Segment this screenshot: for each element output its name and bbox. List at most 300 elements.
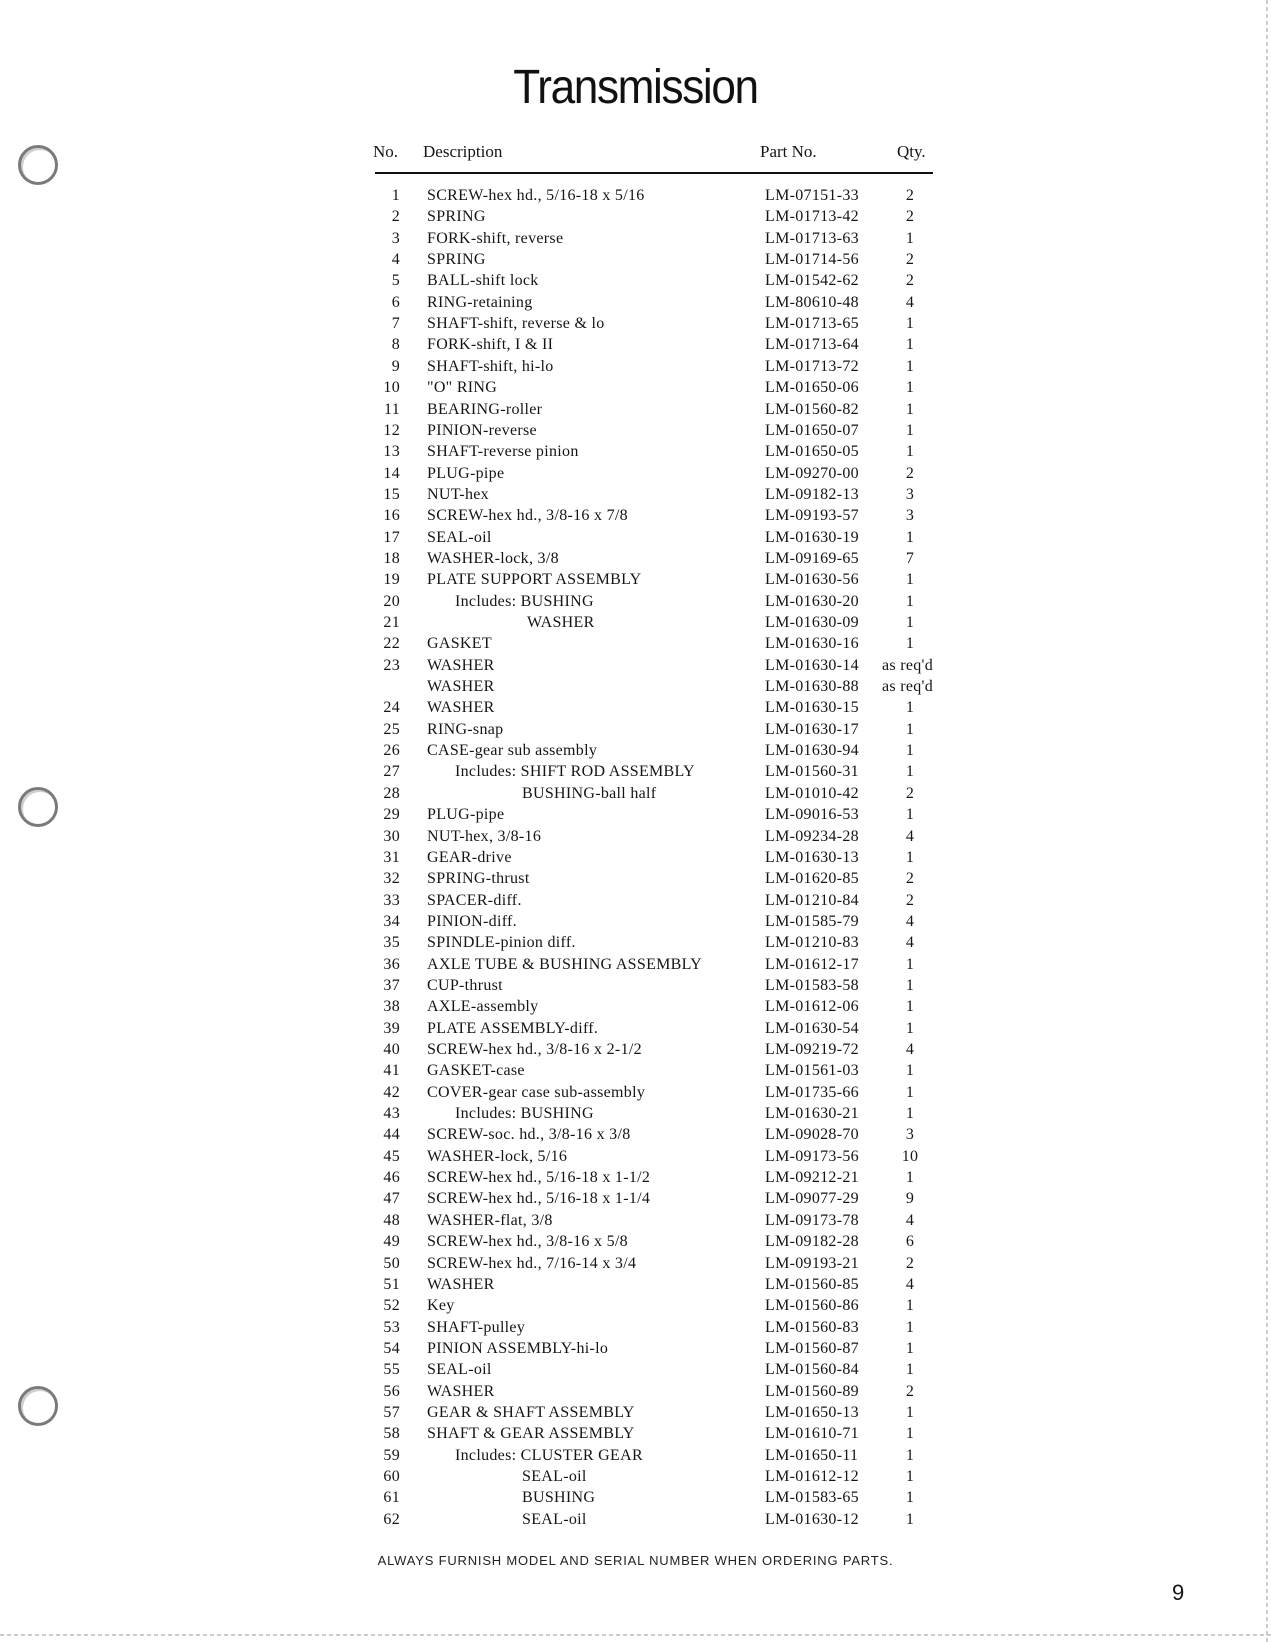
item-quantity: 2 (905, 208, 915, 226)
item-part-number: LM-01542-62 (765, 272, 859, 290)
item-part-number: LM-09182-13 (765, 485, 859, 503)
item-number: 46 (383, 1169, 400, 1187)
item-quantity: 1 (905, 1318, 915, 1336)
table-row (0, 868, 1271, 889)
item-number: 36 (383, 955, 400, 973)
item-quantity: 4 (905, 1041, 915, 1058)
table-row (0, 719, 1271, 740)
item-number: 21 (383, 614, 400, 631)
item-description: WASHER-lock, 5/16 (427, 1147, 568, 1165)
item-number: 52 (383, 1297, 400, 1315)
item-description: PLUG-pipe (427, 464, 505, 482)
item-description: PLUG-pipe (427, 806, 505, 824)
item-number: 38 (383, 998, 400, 1016)
item-description: WASHER (427, 678, 495, 696)
item-number: 49 (383, 1233, 400, 1251)
item-part-number: LM-01560-87 (765, 1339, 859, 1357)
item-part-number: LM-01630-21 (765, 1105, 859, 1123)
table-row (0, 569, 1271, 590)
item-description: BUSHING (522, 1489, 596, 1507)
table-row (0, 804, 1271, 825)
item-number: 4 (391, 251, 400, 269)
item-description: SHAFT-shift, hi-lo (427, 357, 554, 375)
page-number: 9 (1172, 1580, 1185, 1605)
table-row (0, 1317, 1271, 1338)
item-number: 29 (383, 806, 400, 824)
item-quantity: 1 (905, 1361, 915, 1379)
item-number: 9 (391, 357, 400, 375)
item-number: 3 (391, 229, 400, 247)
item-description: FORK-shift, reverse (427, 229, 564, 247)
header-no: No. (373, 142, 399, 161)
item-part-number: LM-01735-66 (765, 1083, 859, 1101)
item-number: 5 (391, 272, 400, 290)
table-row (0, 633, 1271, 654)
item-description: GEAR-drive (427, 848, 512, 866)
item-part-number: LM-09028-70 (765, 1126, 859, 1144)
item-number: 62 (383, 1510, 400, 1528)
item-part-number: LM-01713-72 (765, 357, 859, 375)
item-number: 34 (383, 912, 400, 930)
item-description: SPINDLE-pinion diff. (427, 934, 576, 952)
table-row (0, 1231, 1271, 1252)
item-part-number: LM-01560-89 (765, 1382, 859, 1400)
item-description: SCREW-soc. hd., 3/8-16 x 3/8 (427, 1126, 631, 1144)
item-number: 8 (391, 336, 400, 354)
item-quantity: 1 (905, 976, 915, 994)
table-row (0, 548, 1271, 569)
item-quantity: 6 (905, 1233, 915, 1251)
item-quantity: 2 (905, 870, 915, 888)
header-part-no: Part No. (760, 142, 817, 161)
table-row (0, 612, 1271, 633)
item-number: 39 (383, 1019, 400, 1037)
item-description: SPACER-diff. (427, 891, 522, 909)
item-quantity: 1 (905, 763, 915, 781)
table-row (0, 1210, 1271, 1231)
item-description: BALL-shift lock (427, 272, 539, 290)
item-quantity: 1 (905, 720, 915, 738)
item-description: AXLE-assembly (427, 998, 539, 1016)
item-part-number: LM-01630-13 (765, 848, 859, 866)
item-part-number: LM-01630-16 (765, 635, 859, 653)
item-description: Includes: CLUSTER GEAR (455, 1446, 643, 1464)
item-description: WASHER (427, 656, 495, 674)
item-description: SCREW-hex hd., 3/8-16 x 5/8 (427, 1233, 628, 1251)
table-row (0, 1423, 1271, 1444)
item-number: 33 (383, 891, 400, 909)
item-description: SCREW-hex hd., 3/8-16 x 2-1/2 (427, 1041, 642, 1058)
item-number: 7 (391, 315, 400, 333)
table-row (0, 591, 1271, 612)
item-part-number: LM-01010-42 (765, 784, 859, 802)
item-number: 11 (383, 400, 400, 418)
item-quantity: 1 (905, 998, 915, 1016)
item-quantity: 1 (905, 1297, 915, 1315)
item-part-number: LM-01713-42 (765, 208, 859, 226)
item-part-number: LM-07151-33 (765, 187, 859, 204)
item-part-number: LM-01713-65 (765, 315, 859, 333)
item-description: WASHER (527, 614, 595, 631)
item-quantity: 2 (905, 1254, 915, 1272)
page-edge-bottom (0, 1634, 1271, 1636)
item-description: SCREW-hex hd., 3/8-16 x 7/8 (427, 507, 628, 525)
table-row (0, 1274, 1271, 1295)
item-quantity: 1 (905, 421, 915, 439)
item-number: 54 (383, 1339, 400, 1357)
item-quantity: 1 (905, 614, 915, 631)
table-row (0, 847, 1271, 868)
item-description: SHAFT & GEAR ASSEMBLY (427, 1425, 635, 1443)
table-row (0, 270, 1271, 291)
table-row (0, 655, 1271, 676)
item-part-number: LM-01713-64 (765, 336, 859, 354)
item-number: 17 (383, 528, 400, 546)
item-part-number: LM-01612-06 (765, 998, 859, 1016)
table-row (0, 334, 1271, 355)
table-row (0, 1295, 1271, 1316)
table-row (0, 185, 1271, 206)
item-part-number: LM-09173-56 (765, 1147, 859, 1165)
item-part-number: LM-01560-31 (765, 763, 859, 781)
item-number: 15 (383, 485, 400, 503)
item-quantity: 3 (905, 1126, 915, 1144)
item-part-number: LM-01630-56 (765, 571, 859, 589)
item-description: Includes: BUSHING (455, 1105, 594, 1123)
item-quantity: 1 (905, 699, 915, 717)
item-part-number: LM-01612-12 (765, 1468, 859, 1485)
item-part-number: LM-01561-03 (765, 1062, 859, 1080)
item-quantity: 1 (905, 1425, 915, 1443)
item-quantity: 1 (905, 443, 915, 461)
item-quantity: 1 (905, 336, 915, 354)
ordering-notice: ALWAYS FURNISH MODEL AND SERIAL NUMBER WHEN ORDERING PARTS. (377, 1553, 894, 1568)
item-number: 60 (383, 1468, 400, 1485)
item-quantity: 2 (905, 272, 915, 290)
item-number: 35 (383, 934, 400, 952)
item-description: SEAL-oil (427, 1361, 492, 1379)
item-quantity: 1 (905, 1019, 915, 1037)
table-row (0, 1146, 1271, 1167)
item-number: 59 (383, 1446, 400, 1464)
item-quantity: 1 (905, 1083, 915, 1101)
table-row (0, 697, 1271, 718)
item-number: 41 (383, 1062, 400, 1080)
item-part-number: LM-09169-65 (765, 549, 859, 567)
item-quantity: 1 (905, 1403, 915, 1421)
item-number: 48 (383, 1211, 400, 1229)
item-part-number: LM-09077-29 (765, 1190, 859, 1208)
item-description: GEAR & SHAFT ASSEMBLY (427, 1403, 635, 1421)
item-number: 24 (383, 699, 400, 717)
item-part-number: LM-01583-65 (765, 1489, 859, 1507)
item-part-number: LM-09193-21 (765, 1254, 859, 1272)
item-number: 23 (383, 656, 400, 674)
item-part-number: LM-01630-20 (765, 592, 859, 610)
item-description: SEAL-oil (522, 1468, 587, 1485)
item-quantity: 2 (905, 891, 915, 909)
item-description: BUSHING-ball half (522, 784, 657, 802)
item-quantity: 4 (905, 1275, 915, 1293)
item-part-number: LM-01714-56 (765, 251, 859, 269)
item-description: WASHER-flat, 3/8 (427, 1211, 553, 1229)
item-description: WASHER (427, 699, 495, 717)
item-description: PINION-reverse (427, 421, 537, 439)
item-part-number: LM-09212-21 (765, 1169, 859, 1187)
item-description: BEARING-roller (427, 400, 543, 418)
item-part-number: LM-09234-28 (765, 827, 859, 845)
item-quantity: 1 (905, 592, 915, 610)
table-row (0, 1402, 1271, 1423)
item-description: SEAL-oil (522, 1510, 587, 1528)
item-part-number: LM-01630-09 (765, 614, 859, 631)
table-row (0, 1445, 1271, 1466)
table-row (0, 356, 1271, 377)
item-number: 56 (383, 1382, 400, 1400)
item-number: 1 (391, 187, 400, 204)
item-number: 30 (383, 827, 400, 845)
item-quantity: 4 (905, 934, 915, 952)
item-description: WASHER-lock, 3/8 (427, 549, 559, 567)
table-row (0, 761, 1271, 782)
item-quantity: 9 (905, 1190, 915, 1208)
item-number: 22 (383, 635, 400, 653)
item-quantity: 1 (905, 528, 915, 546)
item-quantity: 1 (905, 315, 915, 333)
table-row (0, 1018, 1271, 1039)
item-quantity: 1 (905, 1489, 915, 1507)
item-part-number: LM-01560-85 (765, 1275, 859, 1293)
item-description: PINION ASSEMBLY-hi-lo (427, 1339, 609, 1357)
item-number: 32 (383, 870, 400, 888)
item-part-number: LM-01620-85 (765, 870, 859, 888)
item-part-number: LM-01630-17 (765, 720, 859, 738)
item-quantity: 1 (905, 400, 915, 418)
item-part-number: LM-01610-71 (765, 1425, 859, 1443)
item-quantity: 1 (905, 357, 915, 375)
item-quantity: 1 (905, 848, 915, 866)
item-description: SEAL-oil (427, 528, 492, 546)
item-number: 43 (383, 1105, 400, 1123)
table-row (0, 377, 1271, 398)
item-description: NUT-hex, 3/8-16 (427, 827, 542, 845)
table-row (0, 1188, 1271, 1209)
item-part-number: LM-09173-78 (765, 1211, 859, 1229)
item-description: GASKET-case (427, 1062, 525, 1080)
item-quantity: 1 (905, 1339, 915, 1357)
table-row (0, 954, 1271, 975)
item-part-number: LM-01630-54 (765, 1019, 859, 1037)
item-quantity: as req'd (882, 656, 934, 674)
item-description: FORK-shift, I & II (427, 336, 554, 354)
table-row (0, 1509, 1271, 1530)
item-quantity: 1 (905, 379, 915, 397)
table-row (0, 1381, 1271, 1402)
item-description: Key (427, 1297, 455, 1315)
item-number: 45 (383, 1147, 400, 1165)
item-quantity: 3 (905, 507, 915, 525)
table-row (0, 740, 1271, 761)
item-quantity: 1 (905, 571, 915, 589)
item-number: 14 (383, 464, 400, 482)
item-quantity: 1 (905, 229, 915, 247)
item-number: 44 (383, 1126, 400, 1144)
item-description: RING-retaining (427, 293, 533, 311)
item-part-number: LM-09016-53 (765, 806, 859, 824)
item-number: 2 (391, 208, 400, 226)
item-part-number: LM-01210-83 (765, 934, 859, 952)
item-number: 25 (383, 720, 400, 738)
table-row (0, 1060, 1271, 1081)
item-description: Includes: BUSHING (455, 592, 594, 610)
item-quantity: 2 (905, 1382, 915, 1400)
table-row (0, 1039, 1271, 1060)
table-row (0, 249, 1271, 270)
item-quantity: 2 (905, 251, 915, 269)
table-row (0, 826, 1271, 847)
item-description: WASHER (427, 1382, 495, 1400)
item-number: 61 (383, 1489, 400, 1507)
item-description: WASHER (427, 1275, 495, 1293)
table-row (0, 313, 1271, 334)
table-row (0, 890, 1271, 911)
item-quantity: 1 (905, 1468, 915, 1485)
item-quantity: 2 (905, 187, 915, 204)
item-quantity: 1 (905, 1446, 915, 1464)
item-number: 50 (383, 1254, 400, 1272)
item-part-number: LM-01713-63 (765, 229, 859, 247)
item-number: 37 (383, 976, 400, 994)
item-part-number: LM-01650-07 (765, 421, 859, 439)
item-number: 53 (383, 1318, 400, 1336)
item-part-number: LM-09182-28 (765, 1233, 859, 1251)
item-quantity: 1 (905, 1062, 915, 1080)
item-description: SHAFT-reverse pinion (427, 443, 579, 461)
item-part-number: LM-01585-79 (765, 912, 859, 930)
table-row (0, 996, 1271, 1017)
table-row (0, 1167, 1271, 1188)
item-part-number: LM-01650-13 (765, 1403, 859, 1421)
item-part-number: LM-80610-48 (765, 293, 859, 311)
item-part-number: LM-01560-84 (765, 1361, 859, 1379)
table-row (0, 1103, 1271, 1124)
header-rule (375, 172, 933, 174)
item-description: NUT-hex (427, 485, 489, 503)
page-title: Transmission (513, 61, 758, 114)
item-number: 55 (383, 1361, 400, 1379)
item-number: 16 (383, 507, 400, 525)
item-quantity: as req'd (882, 678, 934, 696)
item-quantity: 4 (905, 827, 915, 845)
table-row (0, 505, 1271, 526)
item-number: 19 (383, 571, 400, 589)
item-quantity: 4 (905, 293, 915, 311)
item-number: 58 (383, 1425, 400, 1443)
item-quantity: 1 (905, 1510, 915, 1528)
item-part-number: LM-01210-84 (765, 891, 859, 909)
table-row (0, 228, 1271, 249)
header-qty: Qty. (897, 142, 926, 161)
table-row (0, 975, 1271, 996)
item-part-number: LM-01650-11 (765, 1446, 859, 1464)
item-quantity: 1 (905, 742, 915, 760)
item-description: SHAFT-pulley (427, 1318, 526, 1336)
item-part-number: LM-09193-57 (765, 507, 859, 525)
item-part-number: LM-01560-86 (765, 1297, 859, 1315)
item-part-number: LM-01630-88 (765, 678, 859, 696)
item-quantity: 2 (905, 784, 915, 802)
table-row (0, 1253, 1271, 1274)
item-description: SCREW-hex hd., 7/16-14 x 3/4 (427, 1254, 637, 1272)
item-part-number: LM-01612-17 (765, 955, 859, 973)
table-row (0, 676, 1271, 697)
item-part-number: LM-01630-14 (765, 656, 859, 674)
table-row (0, 1466, 1271, 1487)
item-part-number: LM-01630-19 (765, 528, 859, 546)
table-row (0, 292, 1271, 313)
item-description: GASKET (427, 635, 492, 653)
item-number: 27 (383, 763, 400, 781)
item-description: COVER-gear case sub-assembly (427, 1083, 646, 1101)
item-number: 6 (391, 293, 400, 311)
item-description: SPRING-thrust (427, 870, 530, 888)
item-description: SPRING (427, 251, 486, 269)
item-quantity: 4 (905, 1211, 915, 1229)
item-number: 57 (383, 1403, 400, 1421)
table-row (0, 206, 1271, 227)
item-quantity: 1 (905, 1169, 915, 1187)
table-row (0, 463, 1271, 484)
item-description: PLATE SUPPORT ASSEMBLY (427, 571, 642, 589)
table-row (0, 420, 1271, 441)
item-number: 40 (383, 1041, 400, 1058)
table-row (0, 441, 1271, 462)
table-row (0, 1082, 1271, 1103)
item-part-number: LM-01650-05 (765, 443, 859, 461)
item-quantity: 2 (905, 464, 915, 482)
table-row (0, 783, 1271, 804)
item-description: Includes: SHIFT ROD ASSEMBLY (455, 763, 695, 781)
item-number: 18 (383, 549, 400, 567)
header-description: Description (423, 142, 503, 161)
item-description: SCREW-hex hd., 5/16-18 x 5/16 (427, 187, 645, 204)
item-part-number: LM-09270-00 (765, 464, 859, 482)
item-part-number: LM-01650-06 (765, 379, 859, 397)
item-description: RING-snap (427, 720, 504, 738)
item-quantity: 3 (905, 485, 915, 503)
item-description: CASE-gear sub assembly (427, 742, 598, 760)
item-quantity: 1 (905, 806, 915, 824)
item-description: SPRING (427, 208, 486, 226)
item-description: PINION-diff. (427, 912, 517, 930)
item-description: SHAFT-shift, reverse & lo (427, 315, 605, 333)
item-number: 42 (383, 1083, 400, 1101)
item-description: AXLE TUBE & BUSHING ASSEMBLY (427, 955, 702, 973)
item-number: 28 (383, 784, 400, 802)
item-number: 26 (383, 742, 400, 760)
item-description: "O" RING (427, 379, 498, 397)
table-row (0, 932, 1271, 953)
item-number: 12 (383, 421, 400, 439)
item-part-number: LM-01560-82 (765, 400, 859, 418)
binder-hole-top (18, 145, 58, 185)
item-part-number: LM-01630-94 (765, 742, 859, 760)
item-number: 31 (383, 848, 400, 866)
table-row (0, 911, 1271, 932)
item-part-number: LM-01630-15 (765, 699, 859, 717)
item-part-number: LM-01630-12 (765, 1510, 859, 1528)
item-quantity: 1 (905, 635, 915, 653)
